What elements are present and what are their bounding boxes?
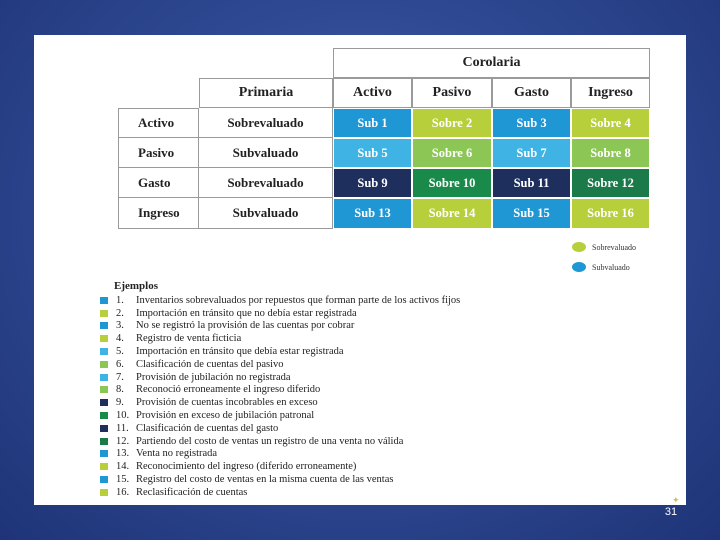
example-item: [100, 448, 620, 461]
column-header-pasivo: Pasivo: [412, 78, 492, 108]
cell-sub-5: Sub 5: [333, 138, 412, 168]
examples-title: Ejemplos: [114, 280, 158, 292]
corolaria-header: Corolaria: [333, 48, 650, 78]
example-number: 4.: [116, 333, 124, 345]
example-text: No se registró la provisión de las cuentas por cobrar: [136, 320, 355, 332]
example-item: [100, 307, 620, 320]
example-color-swatch: [100, 463, 108, 470]
example-number: 15.: [116, 474, 130, 486]
cell-sub-1: Sub 1: [333, 108, 412, 138]
example-number: 7.: [116, 371, 124, 383]
column-header-activo: Activo: [333, 78, 412, 108]
example-text: Partiendo del costo de ventas un registro de una venta no válida: [136, 435, 404, 447]
example-color-swatch: [100, 438, 108, 445]
example-item: [100, 294, 620, 307]
example-number: 3.: [116, 320, 124, 332]
example-color-swatch: [100, 310, 108, 317]
example-number: 14.: [116, 461, 130, 473]
example-number: 16.: [116, 486, 130, 498]
cell-sub-15: Sub 15: [492, 198, 571, 229]
example-text: Provisión de jubilación no registrada: [136, 371, 291, 383]
row-value-pasivo: Subvaluado: [199, 138, 333, 168]
row-value-ingreso: Subvaluado: [199, 198, 333, 229]
example-number: 5.: [116, 346, 124, 358]
example-number: 6.: [116, 358, 124, 370]
legend-item-sobrevaluado: [572, 237, 636, 257]
cell-sobre-4: Sobre 4: [571, 108, 650, 138]
cell-sobre-14: Sobre 14: [412, 198, 492, 229]
example-item: [100, 396, 620, 409]
cell-sobre-2: Sobre 2: [412, 108, 492, 138]
example-color-swatch: [100, 489, 108, 496]
example-item: [100, 320, 620, 333]
cell-sobre-6: Sobre 6: [412, 138, 492, 168]
example-number: 9.: [116, 397, 124, 409]
example-text: Reclasificación de cuentas: [136, 486, 248, 498]
row-label-activo: Activo: [118, 108, 199, 138]
primaria-header: Primaria: [199, 78, 333, 108]
example-number: 12.: [116, 435, 130, 447]
example-text: Clasificación de cuentas del gasto: [136, 422, 279, 434]
example-text: Registro de venta ficticia: [136, 333, 242, 345]
example-number: 1.: [116, 294, 124, 306]
cell-sub-3: Sub 3: [492, 108, 571, 138]
example-number: 10.: [116, 410, 130, 422]
slide-content-panel: [34, 35, 686, 505]
example-text: Reconocimiento del ingreso (diferido erroneamente): [136, 461, 357, 473]
example-item: [100, 422, 620, 435]
example-item: [100, 460, 620, 473]
example-color-swatch: [100, 361, 108, 368]
example-item: [100, 345, 620, 358]
row-label-pasivo: Pasivo: [118, 138, 199, 168]
legend-item-subvaluado: [572, 257, 636, 277]
example-item: [100, 409, 620, 422]
cell-sub-11: Sub 11: [492, 168, 571, 198]
cell-sobre-12: Sobre 12: [571, 168, 650, 198]
example-text: Provisión en exceso de jubilación patronal: [136, 410, 315, 422]
column-header-ingreso: Ingreso: [571, 78, 650, 108]
row-label-gasto: Gasto: [118, 168, 199, 198]
legend-dot-blue: [572, 262, 586, 272]
example-color-swatch: [100, 297, 108, 304]
example-number: 8.: [116, 384, 124, 396]
legend-label: Sobrevaluado: [592, 242, 636, 252]
cell-sub-13: Sub 13: [333, 198, 412, 229]
example-text: Registro del costo de ventas en la misma cuenta de las ventas: [136, 474, 394, 486]
row-value-gasto: Sobrevaluado: [199, 168, 333, 198]
example-item: [100, 486, 620, 499]
example-text: Importación en tránsito que debía estar registrada: [136, 346, 344, 358]
row-label-ingreso: Ingreso: [118, 198, 199, 229]
examples-list: [100, 294, 620, 499]
example-text: Importación en tránsito que no debía estar registrada: [136, 307, 357, 319]
example-number: 11.: [116, 422, 129, 434]
cell-sobre-8: Sobre 8: [571, 138, 650, 168]
example-color-swatch: [100, 348, 108, 355]
example-item: [100, 358, 620, 371]
example-item: [100, 384, 620, 397]
example-color-swatch: [100, 412, 108, 419]
cell-sub-9: Sub 9: [333, 168, 412, 198]
example-text: Clasificación de cuentas del pasivo: [136, 358, 284, 370]
example-color-swatch: [100, 386, 108, 393]
row-value-activo: Sobrevaluado: [199, 108, 333, 138]
example-text: Venta no registrada: [136, 448, 218, 460]
page-number: 31: [664, 506, 678, 518]
example-number: 13.: [116, 448, 130, 460]
example-color-swatch: [100, 476, 108, 483]
example-item: [100, 473, 620, 486]
cell-sub-7: Sub 7: [492, 138, 571, 168]
example-color-swatch: [100, 322, 108, 329]
example-color-swatch: [100, 450, 108, 457]
corner-decoration: ✦: [672, 496, 680, 506]
example-color-swatch: [100, 374, 108, 381]
cell-sobre-10: Sobre 10: [412, 168, 492, 198]
example-number: 2.: [116, 307, 124, 319]
example-color-swatch: [100, 399, 108, 406]
example-color-swatch: [100, 335, 108, 342]
example-item: [100, 435, 620, 448]
example-text: Provisión de cuentas incobrables en exceso: [136, 397, 318, 409]
cell-sobre-16: Sobre 16: [571, 198, 650, 229]
example-item: [100, 332, 620, 345]
legend-label: Subvaluado: [592, 262, 630, 272]
example-color-swatch: [100, 425, 108, 432]
example-text: Reconoció erroneamente el ingreso diferido: [136, 384, 321, 396]
column-header-gasto: Gasto: [492, 78, 571, 108]
example-text: Inventarios sobrevaluados por repuestos que forman parte de los activos fijos: [136, 294, 461, 306]
example-item: [100, 371, 620, 384]
legend-dot-green: [572, 242, 586, 252]
color-legend: [572, 237, 636, 277]
